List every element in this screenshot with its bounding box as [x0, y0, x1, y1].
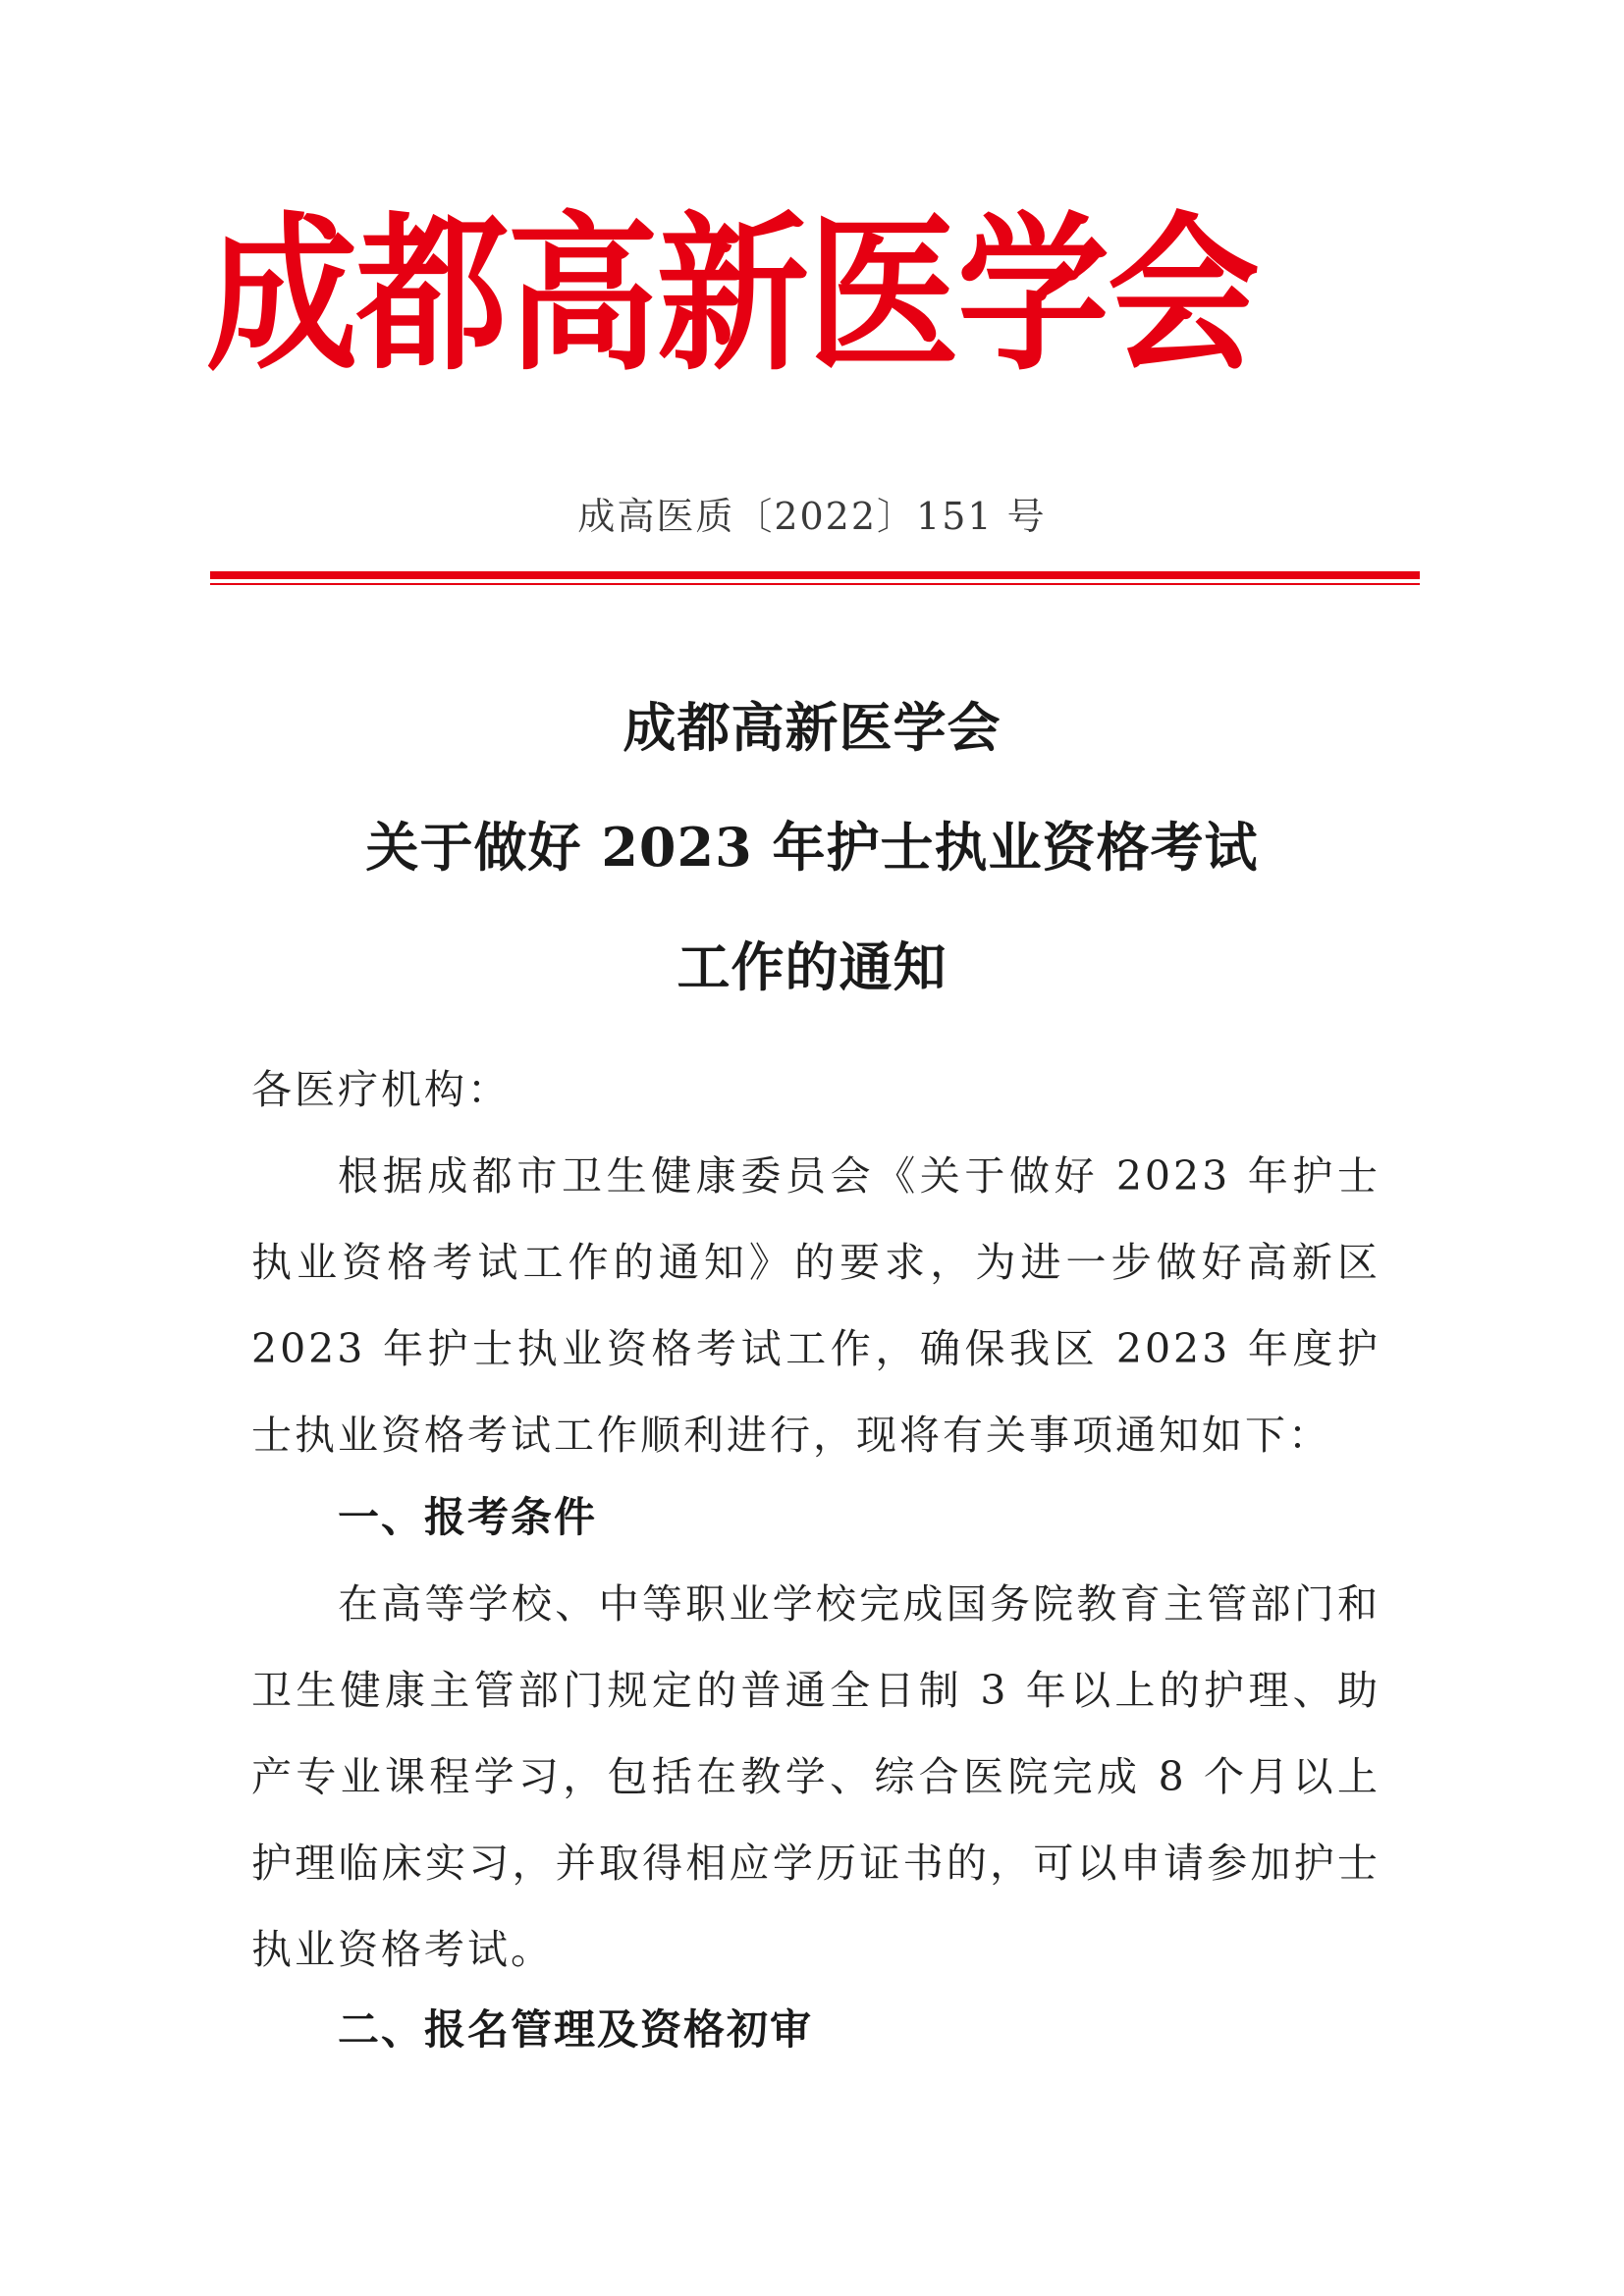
- title-line-3: 工作的通知: [677, 935, 947, 998]
- section-heading-2: 二、报名管理及资格初审: [338, 2005, 814, 2054]
- section-heading-1: 一、报考条件: [338, 1493, 598, 1541]
- section-1-paragraph: 在高等学校、中等职业学校完成国务院教育主管部门和卫生健康主管部门规定的普通全日制 3 年以上的护理、助产专业课程学习，包括在教学、综合医院完成 8 个月以上护理临床实习，并取得相应学历证书的，可以申请参加护士执业资格考试。: [251, 1580, 1380, 1973]
- red-separator-thick: [210, 571, 1420, 579]
- masthead-org-name: 成都高新医学会: [206, 194, 1258, 394]
- document-number: 成高医质〔2022〕151 号: [577, 495, 1047, 538]
- title-line-2: 关于做好 2023 年护士执业资格考试: [365, 816, 1259, 879]
- red-separator-thin: [210, 583, 1420, 585]
- intro-paragraph: 根据成都市卫生健康委员会《关于做好 2023 年护士执业资格考试工作的通知》的要求，为进一步做好高新区 2023 年护士执业资格考试工作，确保我区 2023 年度护士执业资格考试工作顺利进行，现将有关事项通知如下：: [251, 1152, 1380, 1459]
- title-line-1: 成都高新医学会: [623, 696, 1001, 759]
- salutation: 各医疗机构：: [251, 1066, 511, 1113]
